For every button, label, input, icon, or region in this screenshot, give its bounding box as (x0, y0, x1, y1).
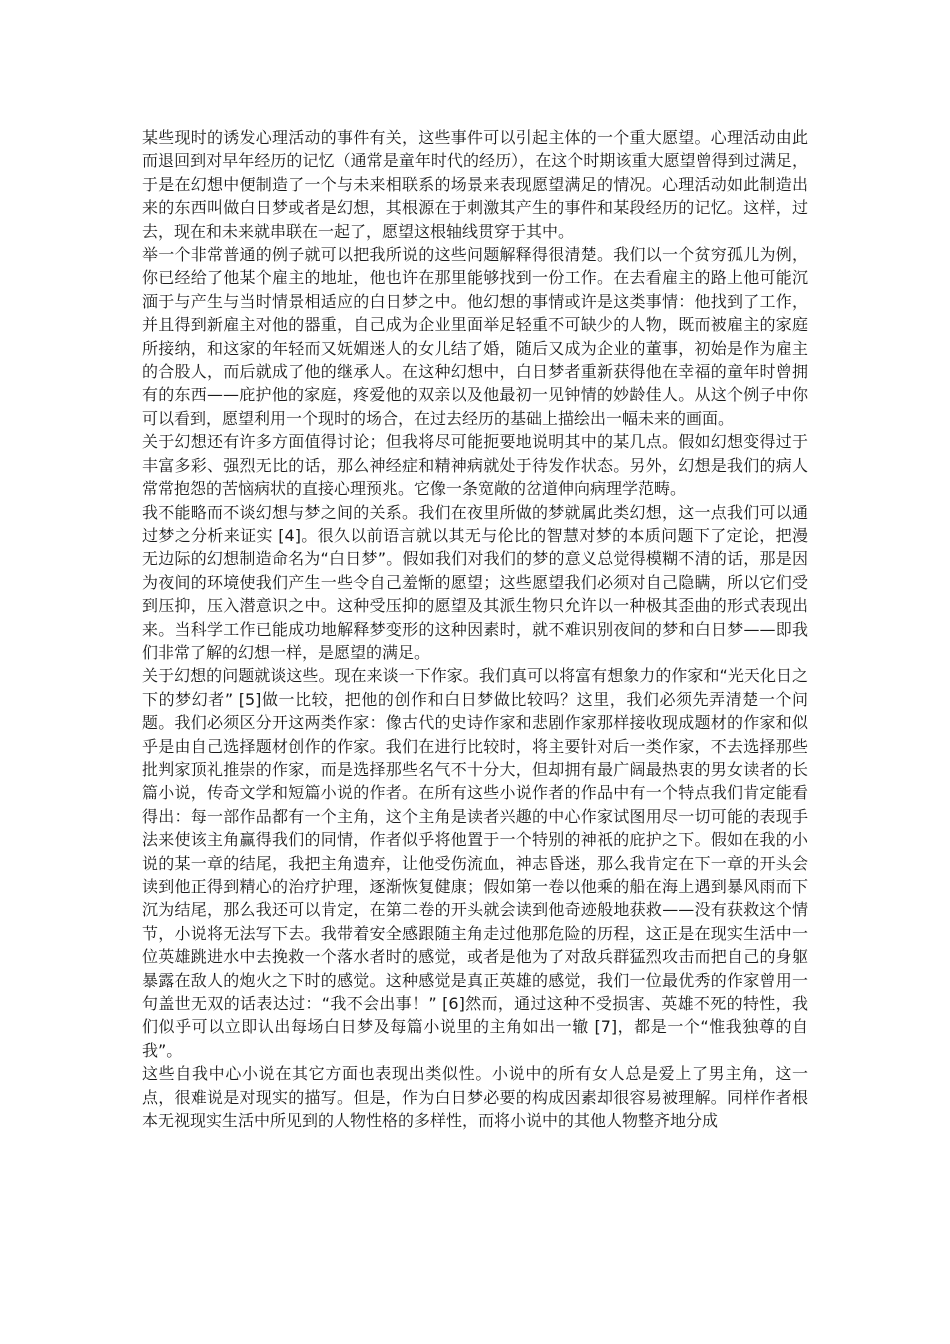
paragraph-3: 关于幻想还有许多方面值得讨论；但我将尽可能扼要地说明其中的某几点。假如幻想变得过于丰富多彩、强烈无比的话，那么神经症和精神病就处于待发作状态。另外，幻想是我们的病人常常抱怨的苦恼病状的直接心理预兆。它像一条宽敞的岔道伸向病理学范畴。 (142, 432, 808, 499)
paragraph-2: 举一个非常普通的例子就可以把我所说的这些问题解释得很清楚。我们以一个贫穷孤儿为例，你已经给了他某个雇主的地址，他也许在那里能够找到一份工作。在去看雇主的路上他可能沉湎于与产生与当时情景相适应的白日梦之中。他幻想的事情或许是这类事情：他找到了工作，并且得到新雇主对他的器重，自己成为企业里面举足轻重不可缺少的人物，既而被雇主的家庭所接纳，和这家的年轻而又妩媚迷人的女儿结了婚，随后又成为企业的董事，初始是作为雇主的合股人，而后就成了他的继承人。在这种幻想中，白日梦者重新获得他在幸福的童年时曾拥有的东西——庇护他的家庭，疼爱他的双亲以及他最初一见钟情的妙龄佳人。从这个例子中你可以看到，愿望利用一个现时的场合，在过去经历的基础上描绘出一幅未来的画面。 (142, 245, 808, 428)
paragraph-6: 这些自我中心小说在其它方面也表现出类似性。小说中的所有女人总是爱上了男主角，这一点，很难说是对现实的描写。但是，作为白日梦必要的构成因素却很容易被理解。同样作者根本无视现实生活中所见到的人物性格的多样性，而将小说中的其他人物整齐地分成 (142, 1064, 808, 1131)
paragraph-5: 关于幻想的问题就谈这些。现在来谈一下作家。我们真可以将富有想象力的作家和“光天化日之下的梦幻者” [5]做一比较，把他的创作和白日梦做比较吗？这里，我们必须先弄清楚一个问题。我们必须区分开这两类作家：像古代的史诗作家和悲剧作家那样接收现成题材的作家和似乎是由自己选择题材创作的作家。我们在进行比较时，将主要针对后一类作家，不去选择那些批判家顶礼推崇的作家，而是选择那些名气不十分大，但却拥有最广阔最热衷的男女读者的长篇小说，传奇文学和短篇小说的作者。在所有这些小说作者的作品中有一个特点我们肯定能看得出：每一部作品都有一个主角，这个主角是读者兴趣的中心作家试图用尽一切可能的表现手法来使该主角赢得我们的同情，作者似乎将他置于一个特别的神祇的庇护之下。假如在我的小说的某一章的结尾，我把主角遗弃，让他受伤流血，神志昏迷，那么我肯定在下一章的开头会读到他正得到精心的治疗护理，逐渐恢复健康；假如第一卷以他乘的船在海上遇到暴风雨而下沉为结尾，那么我还可以肯定，在第二卷的开头就会读到他奇迹般地获救——没有获救这个情节，小说将无法写下去。我带着安全感跟随主角走过他那危险的历程，这正是在现实生活中一位英雄跳进水中去挽救一个落水者时的感觉，或者是他为了对敌兵群猛烈攻击而把自己的身躯暴露在敌人的炮火之下时的感觉。这种感觉是真正英雄的感觉，我们一位最优秀的作家曾用一句盖世无双的话表达过：“我不会出事！” [6]然而，通过这种不受损害、英雄不死的特性，我们似乎可以立即认出每场白日梦及每篇小说里的主角如出一辙 [7]，都是一个“惟我独尊的自我”。 (142, 666, 808, 1060)
paragraph-4: 我不能略而不谈幻想与梦之间的关系。我们在夜里所做的梦就属此类幻想，这一点我们可以通过梦之分析来证实 [4]。很久以前语言就以其无与伦比的智慧对梦的本质问题下了定论，把漫无边际的幻想制造命名为“白日梦”。假如我们对我们的梦的意义总觉得模糊不清的话，那是因为夜间的环境使我们产生一些令自己羞惭的愿望；这些愿望我们必须对自己隐瞒，所以它们受到压抑，压入潜意识之中。这种受压抑的愿望及其派生物只允许以一种极其歪曲的形式表现出来。当科学工作已能成功地解释梦变形的这种因素时，就不难识别夜间的梦和白日梦——即我们非常了解的幻想一样，是愿望的满足。 (142, 502, 808, 662)
paragraph-1: 某些现时的诱发心理活动的事件有关，这些事件可以引起主体的一个重大愿望。心理活动由此而退回到对早年经历的记忆（通常是童年时代的经历），在这个时期该重大愿望曾得到过满足，于是在幻想中便制造了一个与未来相联系的场景来表现愿望满足的情况。心理活动如此制造出来的东西叫做白日梦或者是幻想，其根源在于刺激其产生的事件和某段经历的记忆。这样，过去，现在和未来就串联在一起了，愿望这根轴线贯穿于其中。 (142, 128, 808, 241)
document-body (142, 126, 808, 1132)
